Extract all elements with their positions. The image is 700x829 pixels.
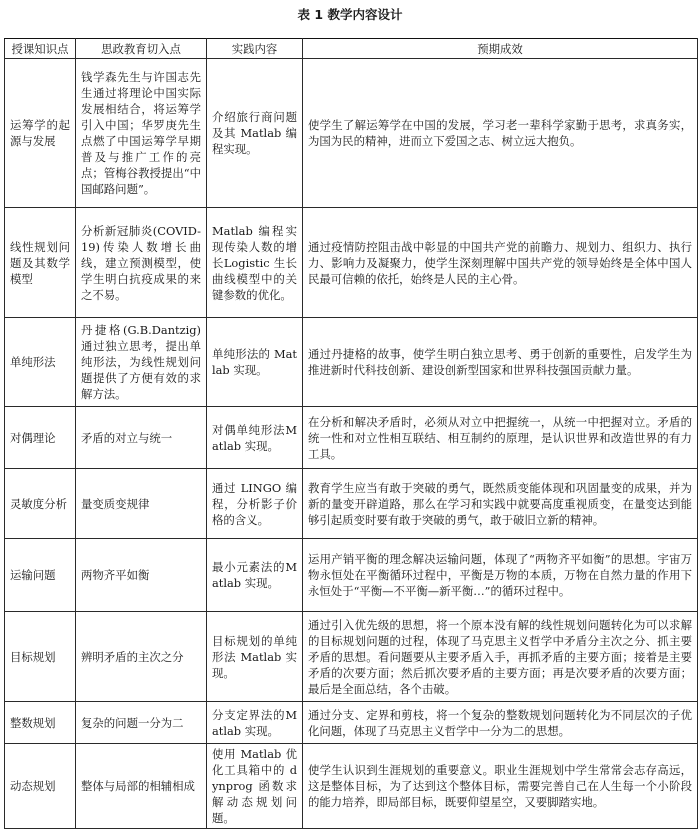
- cell-practice: 通过 LINGO 编程，分析影子价格的含义。: [207, 469, 303, 539]
- cell-entry-point: 丹捷格(G.B.Dantzig)通过独立思考，提出单纯形法，为线性规划问题提供了方便有效的求解方法。: [76, 318, 207, 407]
- header-topic: 授课知识点: [5, 39, 76, 59]
- cell-outcome: 运用产销平衡的理念解决运输问题，体现了“两物齐平如衡”的思想。宇宙万物永恒处在平衡循环过程中，平衡是万物的本质，万物在自然力量的作用下永恒处于“平衡—不平衡—新平衡…”的循环过程中。: [303, 539, 698, 612]
- cell-entry-point: 辨明矛盾的主次之分: [76, 612, 207, 702]
- cell-topic: 运筹学的起源与发展: [5, 59, 76, 208]
- cell-topic: 动态规划: [5, 744, 76, 829]
- cell-entry-point: 复杂的问题一分为二: [76, 702, 207, 744]
- cell-outcome: 通过丹捷格的故事，使学生明白独立思考、勇于创新的重要性，启发学生为推进新时代科技创新、建设创新型国家和世界科技强国贡献力量。: [303, 318, 698, 407]
- cell-outcome: 教育学生应当有敢于突破的勇气，既然质变能体现和巩固量变的成果，并为新的量变开辟道路，那么在学习和实践中就要高度重视质变，在量变达到能够引起质变时要有敢于突破的勇气，敢于破旧立新的精神。: [303, 469, 698, 539]
- table-row: [5, 407, 698, 469]
- cell-topic: 线性规划问题及其数学模型: [5, 208, 76, 318]
- cell-practice: 对偶单纯形法Matlab 实现。: [207, 407, 303, 469]
- cell-entry-point: 分析新冠肺炎(COVID-19)传染人数增长曲线，建立预测模型，使学生明白抗疫成果的来之不易。: [76, 208, 207, 318]
- cell-entry-point: 整体与局部的相辅相成: [76, 744, 207, 829]
- header-practice: 实践内容: [207, 39, 303, 59]
- cell-topic: 目标规划: [5, 612, 76, 702]
- table-row: [5, 59, 698, 208]
- cell-outcome: 通过分支、定界和剪枝，将一个复杂的整数规划问题转化为不同层次的子优化问题，体现了马克思主义哲学中一分为二的思想。: [303, 702, 698, 744]
- cell-practice: Matlab 编程实现传染人数的增长Logistic 生长曲线模型中的关键参数的优化。: [207, 208, 303, 318]
- cell-entry-point: 两物齐平如衡: [76, 539, 207, 612]
- cell-practice: 分支定界法的Matlab 实现。: [207, 702, 303, 744]
- cell-topic: 对偶理论: [5, 407, 76, 469]
- cell-outcome: 使学生认识到生涯规划的重要意义。职业生涯规划中学生常常会志存高远，这是整体目标，为了达到这个整体目标，需要完善自己在人生每一个小阶段的能力培养，即局部目标，既要仰望星空，又要脚踏实地。: [303, 744, 698, 829]
- cell-topic: 运输问题: [5, 539, 76, 612]
- table-header-row: [5, 39, 698, 59]
- cell-topic: 单纯形法: [5, 318, 76, 407]
- cell-practice: 介绍旅行商问题及其 Matlab 编程实现。: [207, 59, 303, 208]
- header-outcome: 预期成效: [303, 39, 698, 59]
- table-row: [5, 469, 698, 539]
- table-title: 表 1 教学内容设计: [297, 7, 403, 22]
- cell-topic: 整数规划: [5, 702, 76, 744]
- table-row: [5, 612, 698, 702]
- table-row: [5, 539, 698, 612]
- cell-practice: 目标规划的单纯形法 Matlab 实现。: [207, 612, 303, 702]
- cell-entry-point: 量变质变规律: [76, 469, 207, 539]
- cell-entry-point: 钱学森先生与许国志先生通过将理论中国实际发展相结合，将运筹学引入中国；华罗庚先生点燃了中国运筹学早期普及与推广工作的亮点；管梅谷教授提出“中国邮路问题”。: [76, 59, 207, 208]
- cell-outcome: 通过引入优先级的思想，将一个原本没有解的线性规划问题转化为可以求解的目标规划问题的过程，体现了马克思主义哲学中矛盾分主次之分、抓主要矛盾的思想。看问题要从主要矛盾入手，再抓矛盾的主要方面；接着是主要矛盾的次要方面；然后抓次要矛盾的主要方面；再是次要矛盾的次要方面；最后是全面总结，各个击破。: [303, 612, 698, 702]
- cell-outcome: 通过疫情防控阻击战中彰显的中国共产党的前瞻力、规划力、组织力、执行力、影响力及凝聚力，使学生深刻理解中国共产党的领导始终是全体中国人民最可信赖的依托，始终是人民的主心骨。: [303, 208, 698, 318]
- table-row: [5, 208, 698, 318]
- cell-practice: 使用 Matlab 优化工具箱中的 dynprog 函数求解动态规划问题。: [207, 744, 303, 829]
- cell-practice: 单纯形法的 Matlab 实现。: [207, 318, 303, 407]
- header-entry-point: 思政教育切入点: [76, 39, 207, 59]
- cell-outcome: 在分析和解决矛盾时，必须从对立中把握统一，从统一中把握对立。矛盾的统一性和对立性相互联结、相互制约的原理，是认识世界和改造世界的有力工具。: [303, 407, 698, 469]
- cell-practice: 最小元素法的Matlab 实现。: [207, 539, 303, 612]
- cell-outcome: 使学生了解运筹学在中国的发展，学习老一辈科学家勤于思考，求真务实，为国为民的精神，进而立下爱国之志、树立远大抱负。: [303, 59, 698, 208]
- table-row: [5, 318, 698, 407]
- table-row: [5, 744, 698, 829]
- table-row: [5, 702, 698, 744]
- teaching-content-table: [4, 38, 698, 829]
- cell-entry-point: 矛盾的对立与统一: [76, 407, 207, 469]
- cell-topic: 灵敏度分析: [5, 469, 76, 539]
